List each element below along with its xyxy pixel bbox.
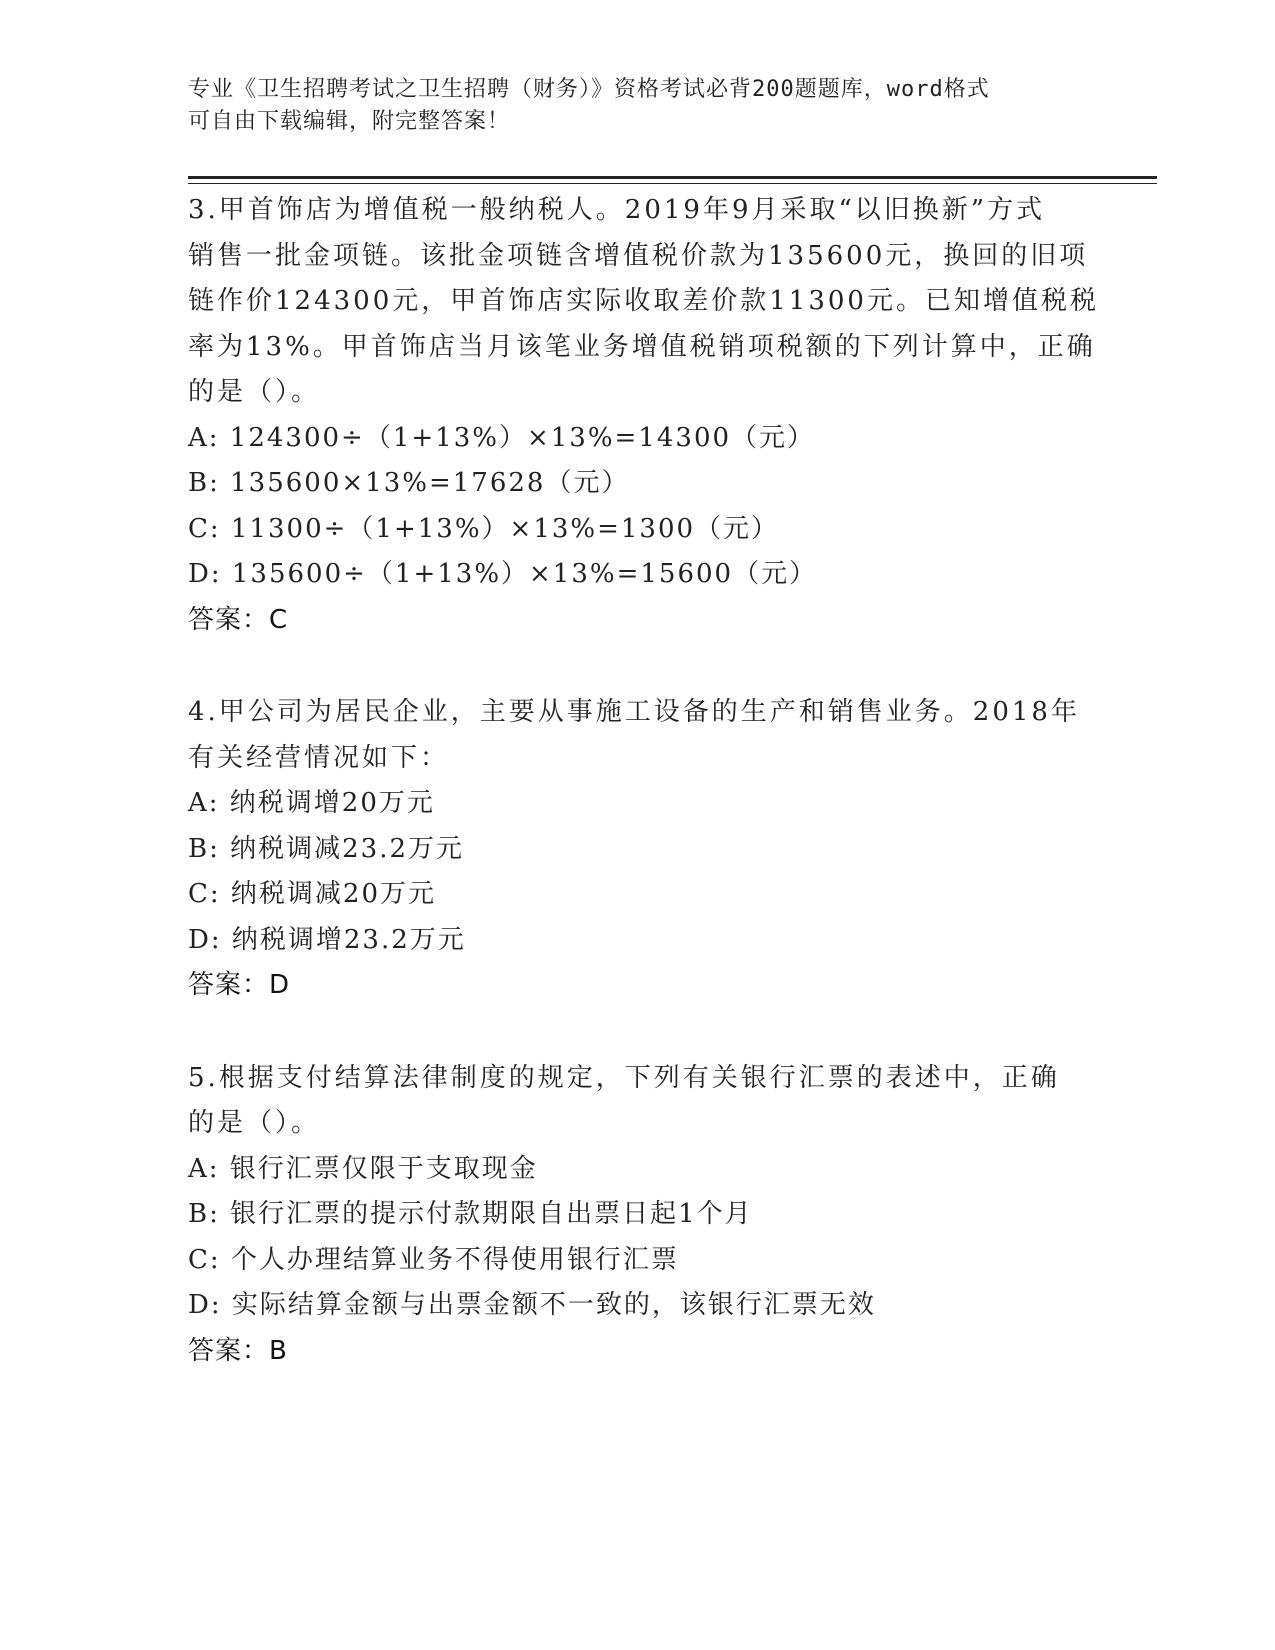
document-header xyxy=(188,74,1088,138)
option-b: B: 银行汇票的提示付款期限自出票日起1个月 xyxy=(188,1199,753,1229)
question-text-line: 的是（）。 xyxy=(188,1108,321,1138)
answer-line: 答案：B xyxy=(188,1335,288,1366)
question-text-line: 3.甲首饰店为增值税一般纳税人。2019年9月采取“以旧换新”方式 xyxy=(188,195,1046,225)
question-text-line: 链作价124300元，甲首饰店实际收取差价款11300元。已知增值税税 xyxy=(188,286,1099,316)
option-d: D: 实际结算金额与出票金额不一致的，该银行汇票无效 xyxy=(188,1290,876,1320)
question-text-line: 的是（）。 xyxy=(188,377,321,407)
option-d: D: 纳税调增23.2万元 xyxy=(188,924,466,955)
option-d: D: 135600÷（1+13%）×13%=15600（元） xyxy=(188,559,818,589)
option-c: C: 11300÷（1+13%）×13%=1300（元） xyxy=(188,513,780,544)
header-divider-thin xyxy=(188,183,1157,184)
question-text-line: 4.甲公司为居民企业，主要从事施工设备的生产和销售业务。2018年 xyxy=(188,697,1080,727)
answer-line: 答案：D xyxy=(188,970,291,1000)
question-list xyxy=(188,188,1099,1374)
header-divider-thick xyxy=(188,176,1157,179)
header-line: 可自由下载编辑，附完整答案！ xyxy=(188,109,511,134)
option-b: B: 纳税调减23.2万元 xyxy=(188,833,465,864)
question-text-line: 销售一批金项链。该批金项链含增值税价款为135600元，换回的旧项 xyxy=(188,240,1089,271)
question-text-line: 5.根据支付结算法律制度的规定，下列有关银行汇票的表述中，正确 xyxy=(188,1062,1060,1093)
option-a: A: 纳税调增20万元 xyxy=(188,788,435,818)
option-b: B: 135600×13%=17628（元） xyxy=(188,468,630,498)
answer-line: 答案：C xyxy=(188,604,289,635)
option-a: A: 银行汇票仅限于支取现金 xyxy=(188,1153,538,1184)
option-c: C: 纳税调减20万元 xyxy=(188,879,437,909)
question-5 xyxy=(188,1056,1088,1375)
question-text-line: 率为13%。甲首饰店当月该笔业务增值税销项税额的下列计算中，正确 xyxy=(188,331,1096,362)
question-text-line: 有关经营情况如下： xyxy=(188,742,450,773)
question-4 xyxy=(188,690,1088,1009)
question-3 xyxy=(188,188,1099,643)
option-c: C: 个人办理结算业务不得使用银行汇票 xyxy=(188,1244,679,1275)
header-line: 专业《卫生招聘考试之卫生招聘（财务）》资格考试必背200题题库，word格式 xyxy=(188,77,990,102)
option-a: A: 124300÷（1+13%）×13%=14300（元） xyxy=(188,422,816,453)
